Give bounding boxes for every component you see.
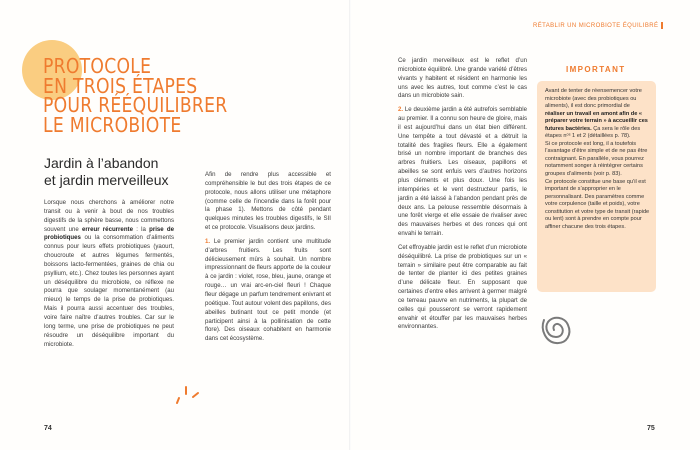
step-number: 2. <box>398 106 404 114</box>
section-subtitle <box>44 155 194 189</box>
important-text <box>545 88 651 231</box>
paragraph: Avant de tenter de réensemencer votre microbiote (avec des probiotiques ou aliments), il est donc primordial de réaliser un travail en amont afin de « préparer votre terrain » à accueillir ces futures bactéries. Ça sera le rôle des étapes nᵒˢ 1 et 2 (détaillées p. 78). <box>545 88 648 140</box>
step-number: 1. <box>205 237 211 245</box>
paragraph: 1. Le premier jardin contient une multitude d’arbres fruitiers. Les fruits sont délicieusement mûrs à souhait. Un nombre impressionnant de fleurs apporte de la couleur à ce jardin : violet, rose, bleu, jaune, orange et rouge… un vrai arc-en-ciel fleuri ! Chaque fleur dégage un parfum tendrement enivrant et poétique. Tout autour volent des papillons, des abeilles butinant tout ce petit monde (et participent ainsi à la pollinisation de cette flore). Des oiseaux cohabitent en harmonie dans cet écosystème. <box>205 237 331 343</box>
page-gutter <box>349 0 351 450</box>
paragraph: Ce jardin merveilleux est le reflet d’un microbiote équilibré. Une grande variété d’êtres vivants y habitent et résident en harmonie les uns avec les autres, tout comme c’est le cas dans un microbiote sain. <box>398 57 527 100</box>
subtitle-line: et jardin merveilleux <box>44 172 169 188</box>
page-title <box>43 54 301 137</box>
paragraph: Si ce protocole est long, il a toutefois l’avantage d’être simple et de ne pas être contraignant. En parallèle, vous pourrez notamment songer à réintégrer certains groupes d’aliments (voir p. 83). <box>545 140 648 178</box>
title-line: POUR RÉÉQUILIBRER <box>43 93 228 117</box>
text-column-3 <box>398 57 527 337</box>
title-line: PROTOCOLE <box>43 54 152 78</box>
page-number-left: 74 <box>44 425 52 432</box>
subtitle-line: Jardin à l’abandon <box>44 155 159 171</box>
header-bar <box>661 22 663 29</box>
text-column-2 <box>205 171 331 349</box>
title-line: LE MICROBIOTE <box>43 112 182 137</box>
paragraph: Cet effroyable jardin est le reflet d’un microbiote déséquilibré. La prise de probiotiques sur un « terrain » similaire peut être comparable au fait de tenter de planter ici des petites graines d’une délicate fleur. En supposant que certaines d’entre elles arrivent à germer malgré ce terreau pauvre en nutriments, la plupart de celles qui pousseront se verront rapidement envahir et étouffer par les mauvaises herbes environnantes. <box>398 243 527 331</box>
paragraph: Afin de rendre plus accessible et compréhensible le but des trois étapes de ce protocole, nous allons utiliser une métaphore (comme celle de l’incendie dans la forêt pour la phase 1). Mettons de côté pendant quelques minutes les troubles digestifs, le SII et ce protocole. Visualisons deux jardins. <box>205 171 331 232</box>
spark-decoration-icon <box>175 384 201 404</box>
running-header: RÉTABLIR UN MICROBIOTE ÉQUILIBRÉ <box>533 22 663 29</box>
page-number-right: 75 <box>647 425 655 432</box>
text-column-1 <box>44 199 174 354</box>
title-line: EN TROIS ÉTAPES <box>43 73 198 98</box>
paragraph: Lorsque nous cherchons à améliorer notre transit ou à venir à bout de nos troubles digestifs de la sphère basse, nous commettons souvent une erreur récurrente : la prise de probiotiques ou la consommation d’aliments connus pour leurs effets probiotiques (yaourt, choucroute et autres légumes fermentés, boissons lacto-fermentées, graines de chia ou psyllium, etc.). Chez toutes les personnes ayant un déséquilibre du microbiote, ce réflexe ne pourra que soulager momentanément (au mieux) le temps de la prise de probiotiques. Mais il pourra aussi accentuer des troubles, voire faire naître d’autres troubles. Car sur le long terme, une prise de probiotiques ne peut résoudre un déséquilibre important du microbiote. <box>44 199 174 348</box>
important-title: IMPORTANT <box>566 65 626 74</box>
paragraph: Ce protocole constitue une base qu’il est important de s’approprier en le personnalisant. Des paramètres comme votre corpulence (taille et poids), votre constitution et votre type de transit (rapide ou lent) sont à prendre en compte pour affiner chacune des trois étapes. <box>545 178 650 230</box>
swirl-decoration-icon <box>538 312 574 348</box>
paragraph: 2. Le deuxième jardin a été autrefois semblable au premier. Il a connu son heure de gloire, mais il est aujourd’hui dans un état bien différent. Une tempête a tout dévasté et a détruit la totalité des fragiles fleurs. Elle a également brisé un nombre important de branches des arbres fruitiers. Les oiseaux, papillons et abeilles se sont enfuis vers d’autres horizons plus cléments et plus doux. Une fois les intempéries et le vent destructeur partis, le jardin a été laissé à l’abandon pendant près de deux ans. La pelouse ressemble désormais à une forêt vierge et elle essaie de rivaliser avec des mauvaises herbes et des ronces qui ont envahi le terrain. <box>398 106 527 238</box>
